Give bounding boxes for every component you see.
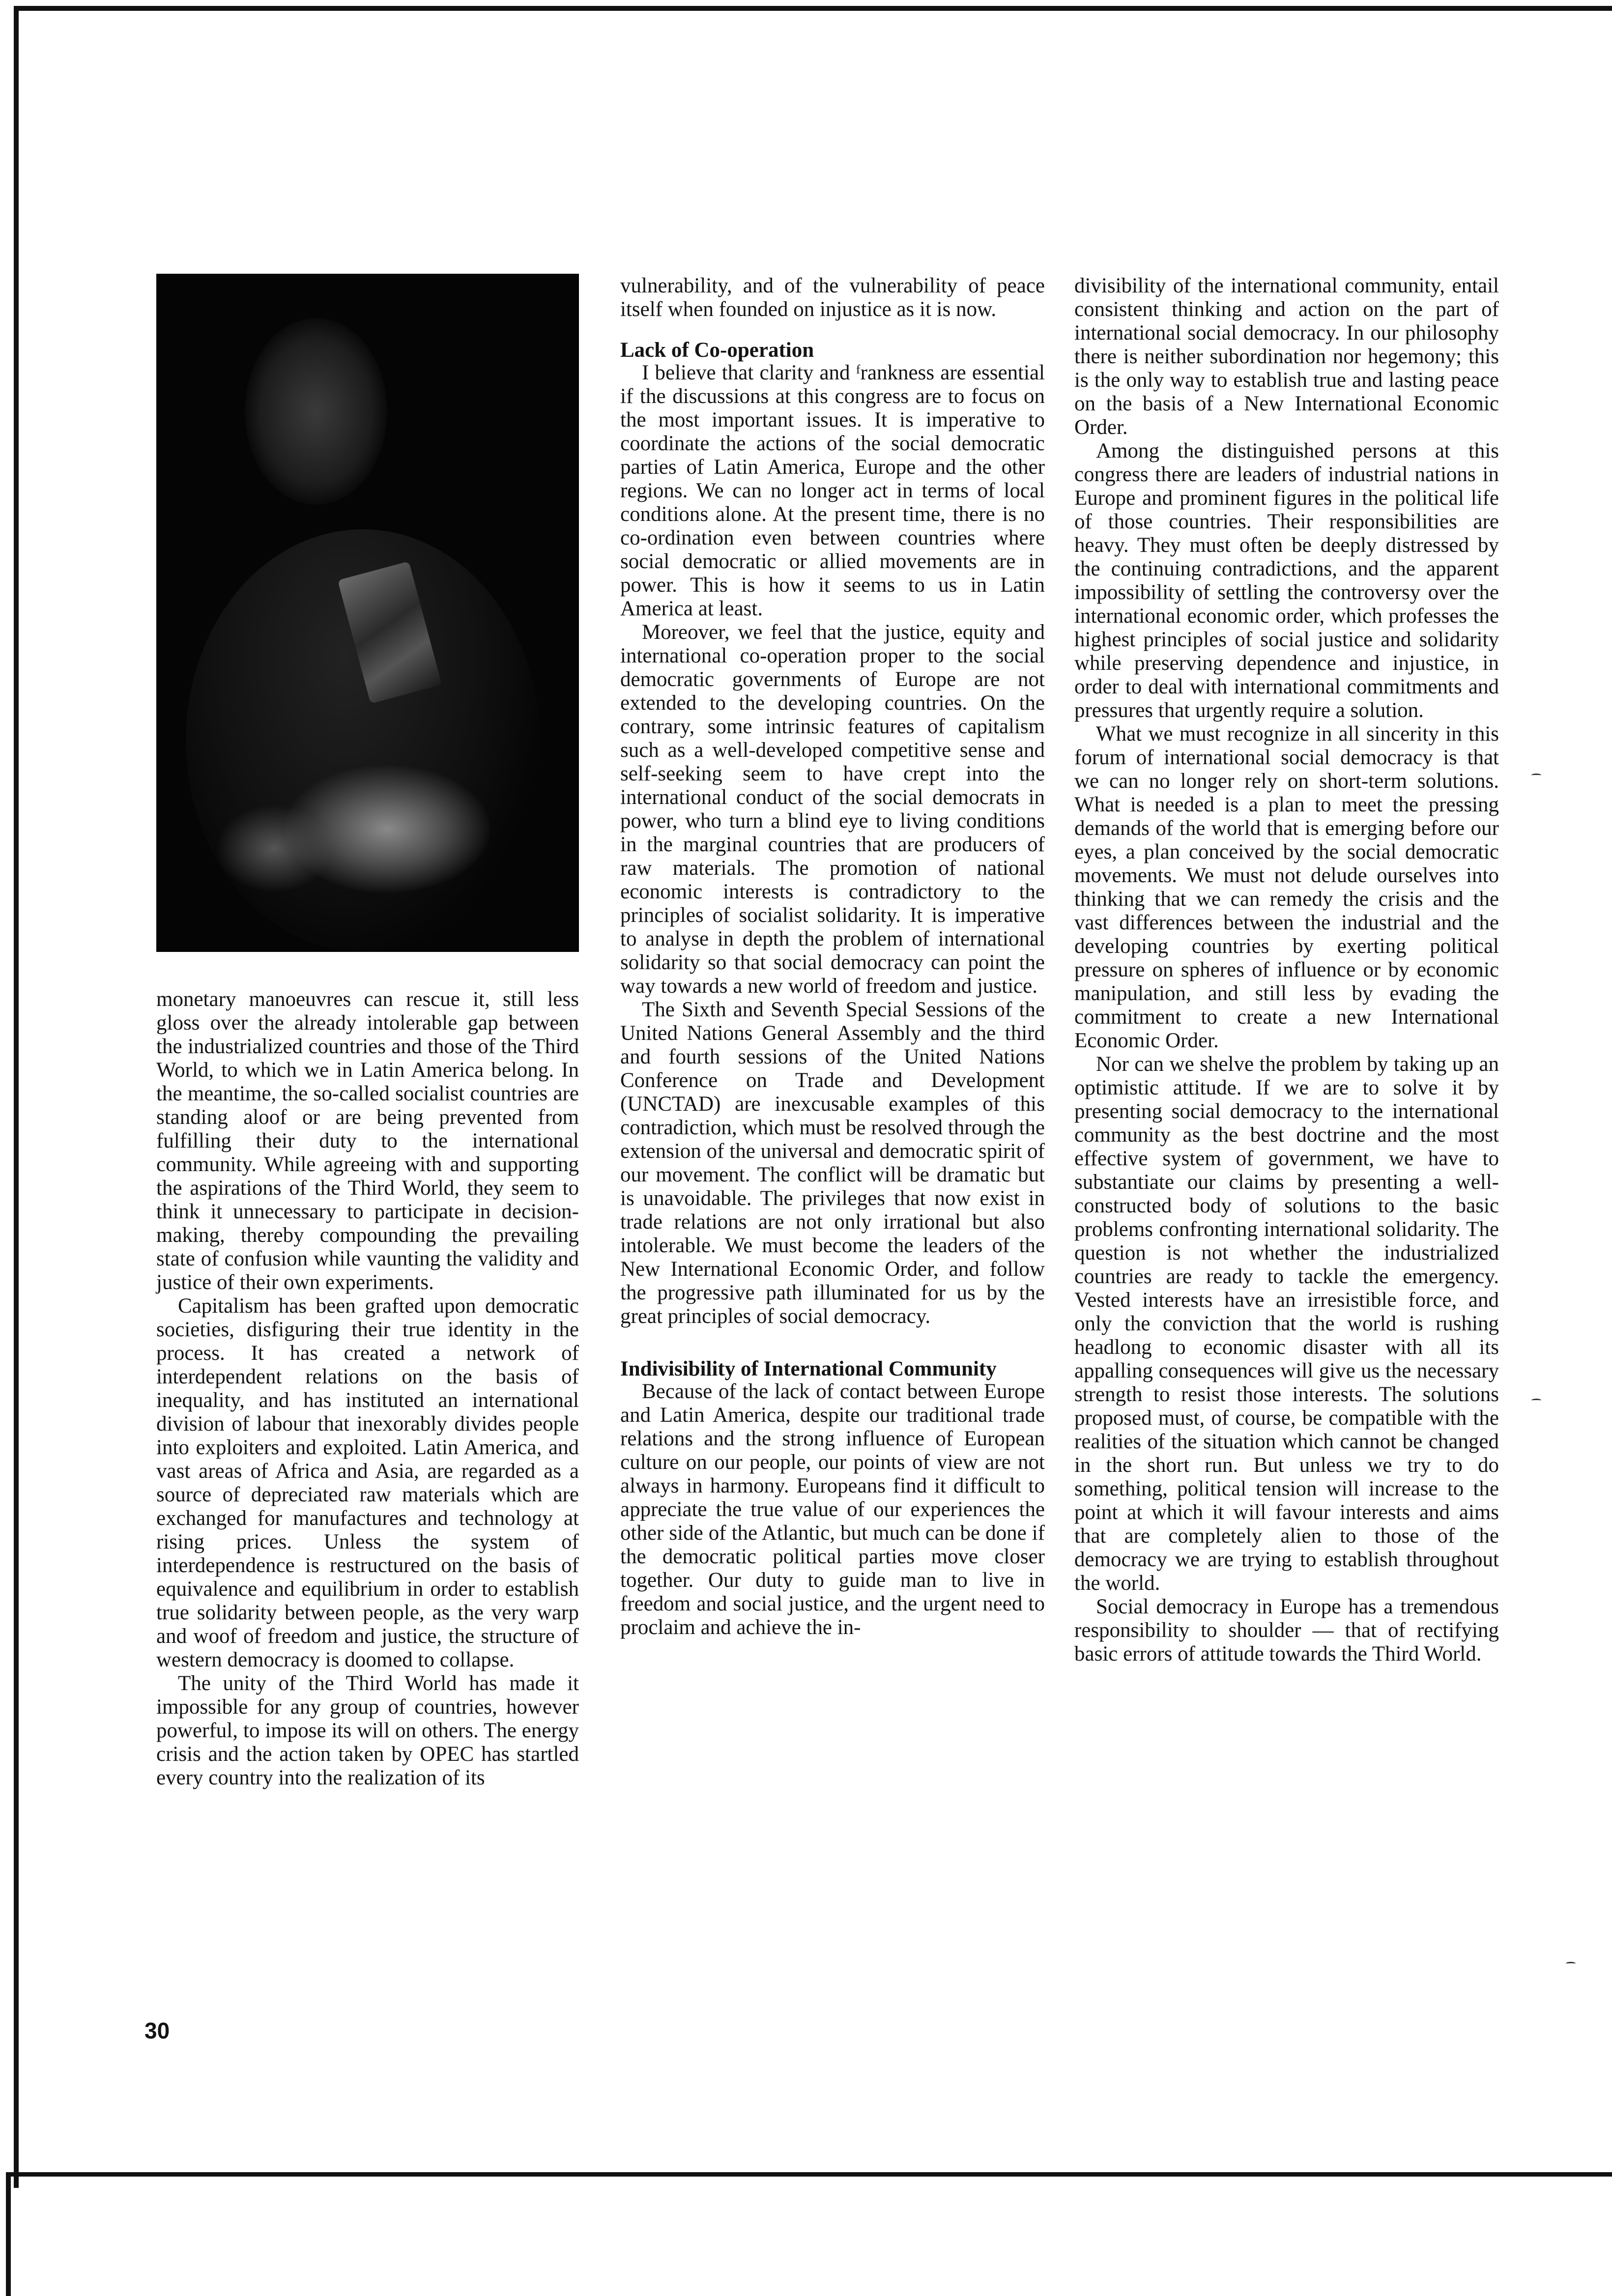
body-paragraph: Social democracy in Europe has a tremendous responsibility to shoulder — that of rectifying basic errors of attitude towards the Third World.	[1074, 1595, 1499, 1665]
left-border-rule	[14, 6, 19, 2188]
body-paragraph: monetary manoeuvres can rescue it, still less gloss over the already intolerable gap between the industrialized countries and those of the Third World, to which we in Latin America belong. In the meantime, the so-called socialist countries are standing aloof or are being prevented from fulfilling their duty to the international community. While agreeing with and supporting the aspirations of the Third World, they seem to think it unnecessary to participate in decision-making, thereby compounding the prevailing state of confusion while vaunting the validity and justice of their own experiments.	[156, 988, 579, 1294]
body-paragraph: divisibility of the international community, entail consistent thinking and action on the part of international social democracy. In our philosophy there is neither subordination nor hegemony; this is the only way to establish true and lasting peace on the basis of a New International Economic Order.	[1074, 274, 1499, 439]
margin-mark	[1531, 774, 1541, 777]
section-heading: Indivisibility of International Community	[620, 1357, 997, 1380]
body-paragraph: The Sixth and Seventh Special Sessions of the United Nations General Assembly and the third and fourth sessions of the United Nations Conference on Trade and Development (UNCTAD) are inexcusable examples of this contradiction, which must be resolved through the extension of the universal and democratic spirit of our movement. The conflict will be dramatic but is unavoidable. The privileges that now exist in trade relations are not only irrational but also intolerable. We must become the leaders of the New International Economic Order, and follow the progressive path illuminated for us by the great principles of social democracy.	[620, 998, 1045, 1328]
body-paragraph: The unity of the Third World has made it impossible for any group of countries, however powerful, to impose its will on others. The energy crisis and the action taken by OPEC has startled every country into the realization of its	[156, 1672, 579, 1789]
margin-mark	[1531, 1399, 1541, 1402]
column-2	[620, 274, 1045, 1639]
body-paragraph: Moreover, we feel that the justice, equity and international co-operation proper to the social democratic governments of Europe are not extended to the developing countries. On the contrary, some intrinsic features of capitalism such as a well-developed competitive sense and self-seeking seem to have crept into the international conduct of the social democrats in power, who turn a blind eye to living conditions in the marginal countries that are producers of raw materials. The promotion of national economic interests is contradictory to the principles of socialist solidarity. It is imperative to analyse in depth the problem of international solidarity so that social democracy can point the way towards a new world of freedom and justice.	[620, 621, 1045, 998]
body-paragraph: vulnerability, and of the vulnerability of peace itself when founded on injustice as it is now.	[620, 274, 1045, 321]
body-paragraph: Capitalism has been grafted upon democratic societies, disfiguring their true identity in the process. It has created a network of interdependent relations on the basis of inequality, and has instituted an international division of labour that inexorably divides people into exploiters and exploited. Latin America, and vast areas of Africa and Asia, are regarded as a source of depreciated raw materials which are exchanged for manufactures and technology at rising prices. Unless the system of interdependence is restructured on the basis of equivalence and equilibrium in order to establish true solidarity between people, as the very warp and woof of freedom and justice, the structure of western democracy is doomed to collapse.	[156, 1294, 579, 1671]
bottom-border-rule	[6, 2172, 1612, 2177]
portrait-photo	[156, 274, 579, 952]
corner-border-rule	[6, 2172, 11, 2296]
margin-mark	[1566, 1962, 1576, 1965]
body-paragraph: Because of the lack of contact between Europe and Latin America, despite our traditional trade relations and the strong influence of European culture on our people, our points of view are not always in harmony. Europeans find it difficult to appreciate the true value of our experiences the other side of the Atlantic, but much can be done if the democratic political parties move closer together. Our duty to guide man to live in freedom and social justice, and the urgent need to proclaim and achieve the in-	[620, 1380, 1045, 1639]
page-number: 30	[144, 2018, 170, 2043]
column-3	[1074, 274, 1499, 1666]
body-paragraph: Among the distinguished persons at this congress there are leaders of industrial nations in Europe and prominent figures in the political life of those countries. Their responsibilities are heavy. They must often be deeply distressed by the continuing contradictions, and the apparent impossibility of settling the controversy over the international economic order, which professes the highest principles of social justice and solidarity while preserving dependence and injustice, in order to deal with international commitments and pressures that urgently require a solution.	[1074, 439, 1499, 722]
column-1	[156, 988, 579, 1790]
section-heading: Lack of Co-operation	[620, 339, 814, 362]
body-paragraph: Nor can we shelve the problem by taking up an optimistic attitude. If we are to solve it by presenting social democracy to the international community as the best doctrine and the most effective system of government, we have to substantiate our claims by presenting a well-constructed body of solutions to the basic problems confronting international solidarity. The question is not whether the industrialized countries are ready to tackle the emergency. Vested interests have an irresistible force, and only the conviction that the world is rushing headlong to economic disaster with all its appalling consequences will give us the necessary strength to resist those interests. The solutions proposed must, of course, be compatible with the realities of the situation which cannot be changed in the short run. But unless we try to do something, political tension will increase to the point at which it will favour interests and aims that are completely alien to those of the democracy we are trying to establish throughout the world.	[1074, 1053, 1499, 1595]
top-border-rule	[14, 6, 1612, 11]
body-paragraph: What we must recognize in all sincerity in this forum of international social democracy is that we can no longer rely on short-term solutions. What is needed is a plan to meet the pressing demands of the world that is emerging before our eyes, a plan conceived by the social democratic movements. We must not delude ourselves into thinking that we can remedy the crisis and the vast differences between the industrial and the developing countries by exerting political pressure on spheres of influence or by economic manipulation, and still less by evading the commitment to create a new International Economic Order.	[1074, 722, 1499, 1052]
body-paragraph: I believe that clarity and ᶠrankness are essential if the discussions at this congress are to focus on the most important issues. It is imperative to coordinate the actions of the social democratic parties of Latin America, Europe and the other regions. We can no longer act in terms of local conditions alone. At the present time, there is no co-ordination even between countries where social democratic or allied movements are in power. This is how it seems to us in Latin America at least.	[620, 361, 1045, 620]
